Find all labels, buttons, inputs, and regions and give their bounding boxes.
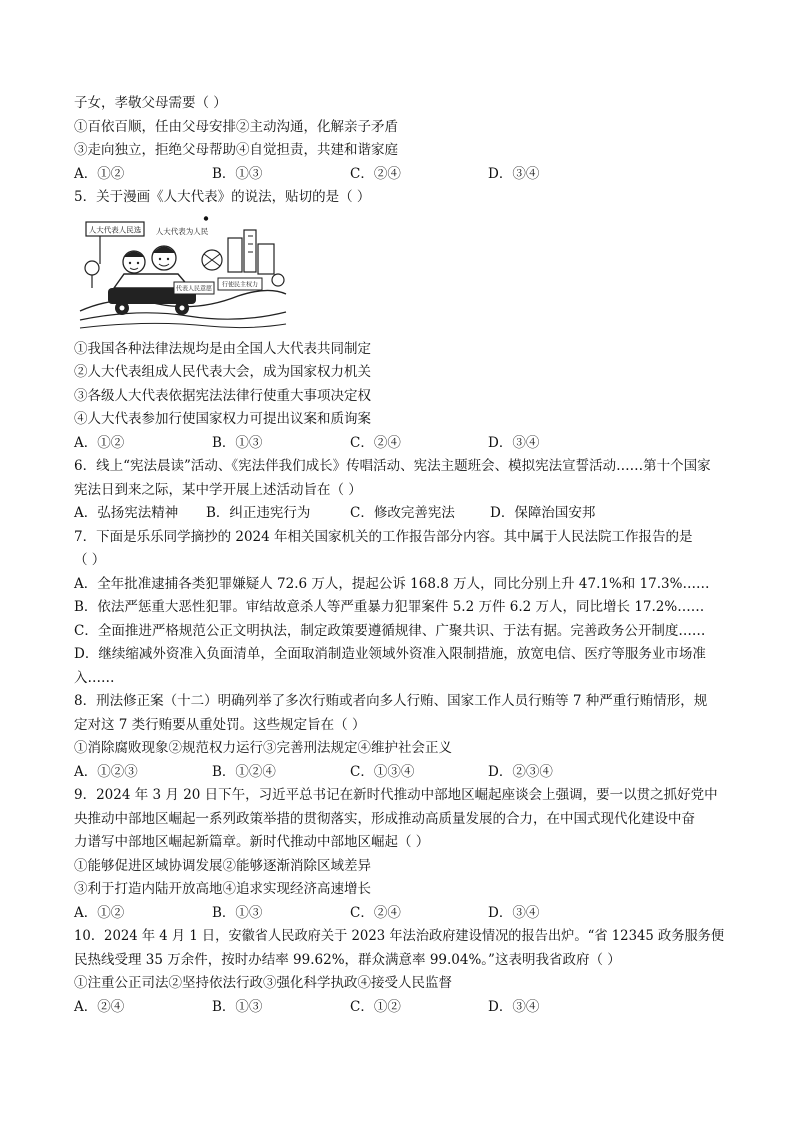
q7-stem-line-2: （ ）: [74, 552, 106, 568]
q10-option-a[interactable]: A．②④: [74, 998, 125, 1015]
q9-option-b[interactable]: B．①③: [212, 904, 263, 921]
q9-stem-line-1: 9．2024 年 3 月 20 日下午，习近平总书记在新时代推动中部地区崛起座谈会上强调，要一以贯之抓好党中: [74, 787, 718, 803]
q9-item-1: ①能够促进区域协调发展②能够逐渐消除区域差异: [74, 857, 371, 874]
q9-option-d[interactable]: D．③④: [488, 904, 540, 921]
q5-options: [74, 432, 724, 456]
q6-stem-line-2: 宪法日到来之际，某中学开展上述活动旨在（ ）: [74, 481, 362, 498]
q6-options: [74, 502, 724, 526]
q10-option-c[interactable]: C．①②: [350, 998, 401, 1015]
q10-stem-line-1: 10．2024 年 4 月 1 日，安徽省人民政府关于 2023 年法治政府建设情况的报告出炉。“省 12345 政务服务便: [74, 928, 725, 944]
q5-cartoon-image: [78, 216, 288, 334]
q6-option-a[interactable]: A．弘扬宪法精神: [74, 505, 179, 521]
q4-stem: 子女，孝敬父母需要（ ）: [74, 95, 227, 111]
q9-stem-line-3: 力谱写中部地区崛起新篇章。新时代推动中部地区崛起（ ）: [74, 834, 430, 850]
q5-option-a[interactable]: A．①②: [74, 434, 125, 451]
cartoon-road-1: 代表人民意愿: [175, 285, 213, 292]
q7-stem-line-1: 7．下面是乐乐同学摘抄的 2024 年相关国家机关的工作报告部分内容。其中属于人民法院工作报告的是: [74, 528, 693, 545]
q7-option-d-line-2[interactable]: 入……: [74, 669, 115, 686]
q8-option-d[interactable]: D．②③④: [488, 763, 553, 780]
q10-item-1: ①注重公正司法②坚持依法行政③强化科学执政④接受人民监督: [74, 975, 452, 991]
cartoon-sign-2: 人大代表为人民: [155, 226, 209, 236]
q8-options: [74, 761, 724, 785]
q8-item-1: ①消除腐败现象②规范权力运行③完善刑法规定④维护社会正义: [74, 740, 452, 756]
q6-option-b[interactable]: B．纠正违宪行为: [206, 505, 311, 521]
q8-stem-line-1: 8．刑法修正案（十二）明确列举了多次行贿或者向多人行贿、国家工作人员行贿等 7 种严重行贿情形，规: [74, 693, 708, 709]
q4-options: [74, 163, 724, 187]
q4-option-a[interactable]: A．①②: [74, 165, 125, 182]
cartoon-sign-1: 人大代表人民选: [88, 225, 142, 234]
q5-item-1: ①我国各种法律法规均是由全国人大代表共同制定: [74, 340, 371, 357]
q5-item-2: ②人大代表组成人民代表大会，成为国家权力机关: [74, 364, 371, 380]
q7-option-d-line-1[interactable]: D．继续缩减外资准入负面清单，全面取消制造业领域外资准入限制措施，放宽电信、医疗等服务业市场准: [74, 646, 706, 662]
q4-item-2: ③走向独立，拒绝父母帮助④自觉担责，共建和谐家庭: [74, 142, 398, 158]
q5-stem: 5．关于漫画《人大代表》的说法，贴切的是（ ）: [74, 189, 371, 205]
q7-option-b[interactable]: B．依法严惩重大恶性犯罪。审结故意杀人等严重暴力犯罪案件 5.2 万件 6.2 万人，同比增长 17.2%……: [74, 599, 705, 615]
q10-option-d[interactable]: D．③④: [488, 998, 540, 1015]
q4-option-c[interactable]: C．②④: [350, 165, 401, 182]
q4-option-d[interactable]: D．③④: [488, 165, 540, 182]
q8-option-b[interactable]: B．①②④: [212, 763, 276, 780]
q6-option-d[interactable]: D．保障治国安邦: [490, 505, 596, 521]
exam-page: [74, 92, 724, 1019]
q8-option-a[interactable]: A．①②③: [74, 763, 138, 780]
q5-option-b[interactable]: B．①③: [212, 434, 263, 451]
q9-options: [74, 902, 724, 926]
q10-options: [74, 996, 724, 1020]
q6-option-c[interactable]: C．修改完善宪法: [350, 505, 455, 521]
q4-option-b[interactable]: B．①③: [212, 165, 263, 182]
q9-option-c[interactable]: C．②④: [350, 904, 401, 921]
q10-stem-line-2: 民热线受理 35 万余件，按时办结率 99.62%，群众满意率 99.04%。”这表明我省政府（ ）: [74, 951, 621, 968]
q7-option-a[interactable]: A．全年批准逮捕各类犯罪嫌疑人 72.6 万人，提起公诉 168.8 万人，同比分别上升 47.1%和 17.3%……: [74, 575, 710, 592]
q6-stem-line-1: 6．线上“宪法晨读”活动、《宪法伴我们成长》传唱活动、宪法主题班会、模拟宪法宣誓活动……第十个国家: [74, 458, 711, 474]
q5-item-3: ③各级人大代表依据宪法法律行使重大事项决定权: [74, 387, 371, 404]
q9-option-a[interactable]: A．①②: [74, 904, 125, 921]
q5-option-c[interactable]: C．②④: [350, 434, 401, 451]
cartoon-drawing: [78, 216, 288, 334]
q7-option-c[interactable]: C．全面推进严格规范公正文明执法，制定政策要遵循规律、广聚共识、于法有据。完善政务公开制度……: [74, 622, 706, 639]
q9-stem-line-2: 央推动中部地区崛起一系列政策举措的贯彻落实，形成推动高质量发展的合力，在中国式现代化建设中奋: [74, 810, 695, 827]
q4-item-1: ①百依百顺，任由父母安排②主动沟通，化解亲子矛盾: [74, 118, 398, 135]
q8-option-c[interactable]: C．①③④: [350, 763, 415, 780]
q5-item-4: ④人大代表参加行使国家权力可提出议案和质询案: [74, 411, 371, 427]
cartoon-road-2: 行使民主权力: [221, 281, 259, 288]
q5-option-d[interactable]: D．③④: [488, 434, 540, 451]
q8-stem-line-2: 定对这 7 类行贿要从重处罚。这些规定旨在（ ）: [74, 716, 366, 733]
q10-option-b[interactable]: B．①③: [212, 998, 263, 1015]
q9-item-2: ③利于打造内陆开放高地④追求实现经济高速增长: [74, 881, 371, 897]
